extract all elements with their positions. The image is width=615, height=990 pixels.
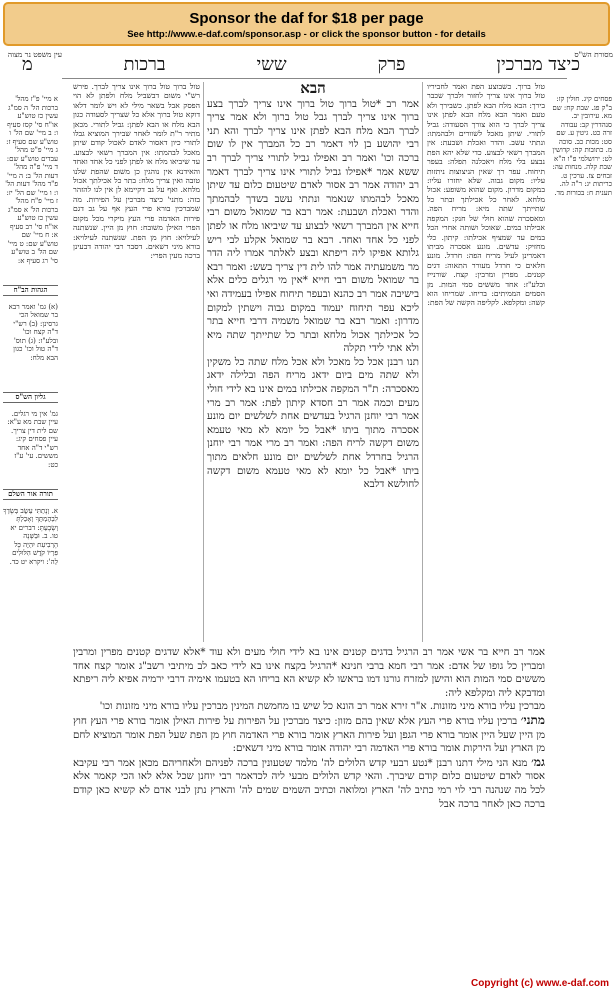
header-chapter-number: ששי xyxy=(256,53,287,75)
sponsor-title[interactable]: Sponsor the daf for $18 per page xyxy=(189,10,424,27)
gilyon-hashas-notes: גמ' אין מי רגלים. עיין שבת מא ע"א: שם לית דין צריך. עיין פסחים קיג: רש"י ד"ה אחד מששים. עי' ע"ז כט: xyxy=(7,409,58,469)
masoret-hashas-notes: פסחים קיג. חולין קז: ב"ק פג. שבת קח: שם מא. עירובין יב. סנהדרין קב: עבודה זרה כט. גיטין ע. שם סט: מכות כב. סוכה מ. כתובות קה: קדושין לט: ירושלמי פ"ו ה"א שבת קלה. מנחות עה: זבחים צז. ערכין ט. כריתות יג: ר"ה לה. תענית ח: בכורות מד. xyxy=(552,95,612,197)
gemara-section-text: מנא הני מילי דתנו רבנן *נטע רבעי קדש הלולים לה' מלמד שטעונין ברכה לפניהם ולאחריהם מכאן אמר רבי עקיבא אסור לאדם שיטעום כלום קודם שיברך. והאי קדש הלולים מבעי ליה לכדאמר רבי יוחנן שכל אלא לאו הכי קאמר אלא לכל מה שנהנה רבי לוי רמי כתיב לה' הארץ ומלואה וכתיב השמים שמים לה' והארץ נתן לבני אדם לא קשיא כאן קודם ברכה כאן לאחר ברכה אבל xyxy=(73,757,545,810)
gemara-opening-word: הבא xyxy=(300,82,326,97)
gemara-lower xyxy=(73,646,545,972)
gemara-text-3: אמר רב חייא בר אשי אמר רב הרגיל בדגים קטנים אינו בא לידי חולי מעים ולא עוד *אלא שדגים קטנים מפרין ומרבין ומברין כל גופו של אדם: אמר רבי חמא ברבי חנינא *הרגיל בקצח אינו בא לידי כאב לב מיתיבי רשב"ג אומר קצח אחד מששים סמי המות הוא והישן למזרח גורנו דמו בראשו לא קשיא הא בריחו הא בטעמו אימיה דרבי ירמיה אפיא ליה ריפתא ומדבקא ליה ומקלפא ליה: xyxy=(73,647,545,699)
gemara-marker: גמ׳ xyxy=(531,754,545,769)
masoret-hashas-heading: מסורת הש"ס xyxy=(574,50,613,59)
torah-or-heading: תורה אור השלם xyxy=(3,489,58,500)
page-header xyxy=(22,52,580,76)
mishna-marker: מתני׳ xyxy=(520,712,545,727)
copyright-notice[interactable]: Copyright (c) www.e-daf.com xyxy=(471,978,609,989)
ein-mishpat-heading: עין משפט נר מצוה xyxy=(7,50,62,59)
hagahot-habach-heading: הגהות הב"ח xyxy=(3,285,58,296)
gemara-upper xyxy=(207,82,419,642)
tosafot-column xyxy=(73,82,200,642)
rashi-divider xyxy=(422,82,423,642)
ein-mishpat-notes: א מיי' פ"ז מהל' ברכות הל' ה סמ"ג עשין כז טוש"ע או"ח סי' קסז סעיף ו: ב מיי' שם הל' ו טוש"ע שם סעיף ז: ג מיי' פ"ט מהל' עבדים טוש"ע שם: ד מיי' פ"ה מהל' דעות הל' ב: ה מיי' פ"ד מהל' דעות הל' ו: ו מיי' שם הל' יז: ז מיי' פ"ח מהל' ברכות הל' א סמ"ג עשין כז טוש"ע או"ח סי' רב סעיף א: ח מיי' שם טוש"ע שם: ט מיי' שם הל' ב טוש"ע סי' רג סעיף א: xyxy=(5,95,58,265)
header-perek: פרק xyxy=(377,53,406,75)
header-chapter: כיצד מברכין xyxy=(496,53,580,75)
masoret-hashas xyxy=(552,88,612,968)
header-daf-number: מ xyxy=(22,53,33,75)
torah-or-notes: א. וְנָתַתִּי עֵשֶׂב בְּשָׂדְךָ לִבְהֶמְתֶּךָ וְאָכַלְתָּ וְשָׂבָעְתָּ: דברים יא טו. ב. וּבַשָּׁנָה הָרְבִיעִת יִהְיֶה כָּל פִּרְיוֹ קֹדֶשׁ הִלּוּלִים לַה': ויקרא יט כד. xyxy=(3,506,58,566)
hagahot-habach-notes: (א) גמ' ואמר רבא בר שמואל הכי גרסינן: (ב) רש"י ד"ה קצח וכו' ובלע"ז: (ג) תוס' ד"ה טול וכו' כגון הבא מלח: xyxy=(8,302,58,362)
tosafot-divider xyxy=(203,82,204,642)
tosafot-text: טול ברוך טול ברוך אינו צריך לברך. פירש רש"י משום דבשביל מלח ולפתן לא הוי הפסק אבל בשאר מילי לא ויש לומר דלאו דוקא טול ברוך אלא כל שצריך לסעודה כגון הבא מלח או הבא לפתן: גביל לתורי. מכאן מתיר ר"ת לומר לאחר שבירך המוציא גבלו לתורי כיון דאסור לאדם לאכול קודם שיתן מאכל לבהמתו: אין המברך רשאי לבצוע. עד שיביאו מלח או לפתן לפני כל אחד ואחד והאידנא אין נוהגין כן משום שהפת שלנו טובה ואין צריך מלח: בתר כל אכילתך אכול מלחא. ואף על גב דקיימא לן אין לנו להזהר בזה: מתני' כיצד מברכין על הפירות. מה שמברכין בורא פרי העץ אף על גב דגם פירות האדמה פרי העץ מיקרי מכל מקום הפרי האילן משובח: חוץ מן היין. שנשתנה לעילויא: חוץ מן הפת. שנשתנה לעילויא: בורא מיני דשאים. דסבר רבי יהודה דבעינן ברכה מעין הפרי: xyxy=(73,82,200,261)
gemara-text-2: תנו רבנן אכל כל מאכל ולא אכל מלח שתה כל משקין ולא שתה מים ביום ידאג מריח הפה ובלילה ידאג מאסכרה: ת"ר המקפה אכילתו במים אינו בא לידי חולי מעים וכמה אמר רב חסדא קיתון לפת: אמר רב מרי אמר רבי יוחנן הרגיל בעדשים אחת לשלשים יום מונע אסכרה מתוך ביתו *אבל כל יומא לא מאי טעמא משום דקשה לריח הפה: ואמר רב מרי אמר רבי יוחנן הרגיל בחרדל אחת לשלשים יום מונע חלאים מתוך ביתו *אבל כל יומא לא מאי טעמא משום דקשה לחולשא דלבא xyxy=(207,356,419,491)
gemara-text-1: אמר רב *טול ברוך טול ברוך אינו צריך לברך בצע ברוך אינו צריך לברך גבל טול ברוך ולא אמר צריך לברך הבא מלח הבא לפתן אינו צריך לברך והא תני רבי יהושע בן לוי דאמר רב כל המברך אין לו שום ברכה וכו' ואמר רב ואפילו גביל לתורי צריך לברך רב ששא אמר *אפילו גביל לתורי אינו צריך לברך דאמר רב יהודה אמר רב אסור לאדם שיטעום כלום עד שיתן מאכל לבהמתו שנאמר ונתתי עשב בשדך לבהמתך והדר ואכלת ושבעת: אמר רבא בר שמואל משום רבי חייא אין המברך רשאי לבצוע עד שיביאו מלח או לפתן לפני כל אחד ואחד. רבא בר שמואל אקלע לבי ריש גלותא אפיקו ליה ריפתא ובצע לאלתר אמרו ליה הדר מר משמעתיה אמר להו לית דין צריך בשש: ואמר רבא בר שמואל משום רבי חייא *אין מי רגלים כלים אלא בישיבה אמר רב כהנא ובעפר תיחוח אפילו בעמידה ואי ליכא עפר תיחוח יעמוד במקום גבוה וישתין למקום מדרון: ואמר רבא בר שמואל משמיה דרבי חייא בתר כל אכילתך אכול מלחא ובתר כל שתייתך שתה מיא ולא אתי לידי תקלה xyxy=(207,98,419,355)
mishna-text: ברכין עליו בורא פרי העץ אלא שאין בהם מזון: כיצד מברכין על הפירות על פירות האילן אומר בורא פרי העץ חוץ מן היין שעל היין אומר בורא פרי הגפן ועל פירות הארץ אומר בורא פרי האדמה חוץ מן הפת שעל הפת אומר המוציא לחם מן הארץ ועל הירקות אומר בורא פרי האדמה רבי יהודה אומר בורא מיני דשאים: xyxy=(73,715,545,755)
sponsor-subtitle: See http://www.e-daf.com/sponsor.asp - or click the sponsor button - for details xyxy=(127,29,486,40)
header-tractate: ברכות xyxy=(123,53,166,75)
header-divider xyxy=(62,78,567,79)
mishna-block xyxy=(73,714,545,756)
sponsor-banner[interactable] xyxy=(3,2,610,46)
gemara-section xyxy=(73,756,545,811)
gilyon-hashas-heading: גליון הש"ס xyxy=(3,392,58,403)
talmud-page xyxy=(0,48,615,976)
rashi-text: טול ברוך. כשבוצע הפת ואמר לחביריו טול ברוך אינו צריך לחזור ולברך שכבר בירך: הבא מלח הבא לפתן. כשבירך ולא טעם ואמר הבא מלח הבא לפתן אינו צריך לברך כי הוא צורך הסעודה: גביל לתורי. שיתן מאכל לשוורים ולבהמתו: ונתתי עשב. והדר ואכלת ושבעת: אין המברך רשאי לבצוע. כדי שלא יהא הפת נבצע בלי מלח ויאכלנה תפלה: בעפר תיחוח. עפר רך שאין הניצוצות ניתזות עליו: מקום גבוה. שלא יחזרו עליו: במקום מדרון. מקום שהוא משופע: אכול מלחא. לאחר כל אכילתך ובתר כל שתייתך שתה מיא: מריח הפה. ומאסכרה שהוא חולי של חנק: המקפה אכילתו במים. שאוכל ושותה אחרי הכל במים עד שמציף אכילתו: קיתון. כלי מחזיק: עדשים. מונע אסכרה מביתו דאמרינן לעיל מריח הפה: חרדל. מונע חלאים כי חרדל מעורר התאוה: דגים קטנים. מפרין ומרבין: קצח. שורנייז ובלע"ז: אחד מששים סמי המות. מן הסמים הממיתים: בריחו. שמריחו הוא קשה: ומקלפא. לקליפה הקשה של הפת: xyxy=(427,82,545,308)
left-margin xyxy=(3,88,58,968)
gemara-text-4: מברכין עליו בורא מיני מזונות. א"ר זירא אמר רב הונא כל שיש בו מחמשת המינין מברכין עליו בורא מיני מזונות וכו' xyxy=(99,701,545,713)
